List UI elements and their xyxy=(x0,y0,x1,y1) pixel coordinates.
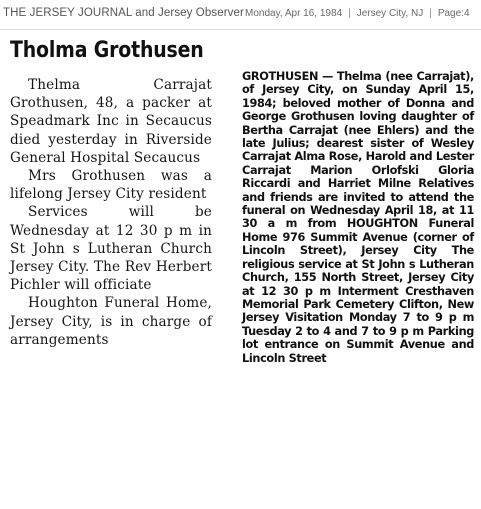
obituary-paragraph: Thelma Carrajat Grothusen, 48, a packer at Speadmark Inc in Secaucus died yesterday in Riverside General Hospital Secaucus xyxy=(10,77,212,166)
issue-date: Monday, Apr 16, 1984 xyxy=(245,8,343,19)
obituary-paragraph: Houghton Funeral Home, Jersey City, is in charge of arrangements xyxy=(10,295,212,348)
meta-separator: | xyxy=(348,8,351,19)
issue-meta xyxy=(245,8,470,19)
obituary-headline: Tholma Grothusen xyxy=(10,38,204,63)
page-header xyxy=(0,0,481,30)
issue-location: Jersey City, NJ xyxy=(356,8,424,19)
obituary-paragraph: Mrs Grothusen was a lifelong Jersey City resident xyxy=(10,168,212,203)
death-notice-column xyxy=(242,70,474,365)
publication-name: THE JERSEY JOURNAL and Jersey Observer xyxy=(3,7,244,19)
news-obituary-column xyxy=(10,76,212,349)
issue-page: Page:4 xyxy=(437,8,470,19)
obituary-paragraph: Services will be Wednesday at 12 30 p m in St John s Lutheran Church Jersey City. The Rev Herbert Pichler will officiate xyxy=(10,204,212,294)
death-notice-text: GROTHUSEN — Thelma (nee Carrajat), of Jersey City, on Sunday April 15, 1984; beloved mother of Donna and George Grothusen loving daughter of Bertha Carrajat (nee Ehlers) and the late Julius; dearest sister of Wesley Carrajat Alma Rose, Harold and Lester Carrajat Marion Orlofski Gloria Riccardi and Harriet Milne Relatives and friends are invited to attend the funeral on Wednesday April 18, at 11 30 a m from HOUGHTON Funeral Home 976 Summit Avenue (corner of Lincoln Street), Jersey City The religious service at St John s Lutheran Church, 155 North Street, Jersey City at 12 30 p m Interment Cresthaven Memorial Park Cemetery Clifton, New Jersey Visitation Monday 7 to 9 p m Tuesday 2 to 4 and 7 to 9 p m Parking lot entrance on Summit Avenue and Lincoln Street xyxy=(242,70,474,365)
meta-separator: | xyxy=(429,8,432,19)
